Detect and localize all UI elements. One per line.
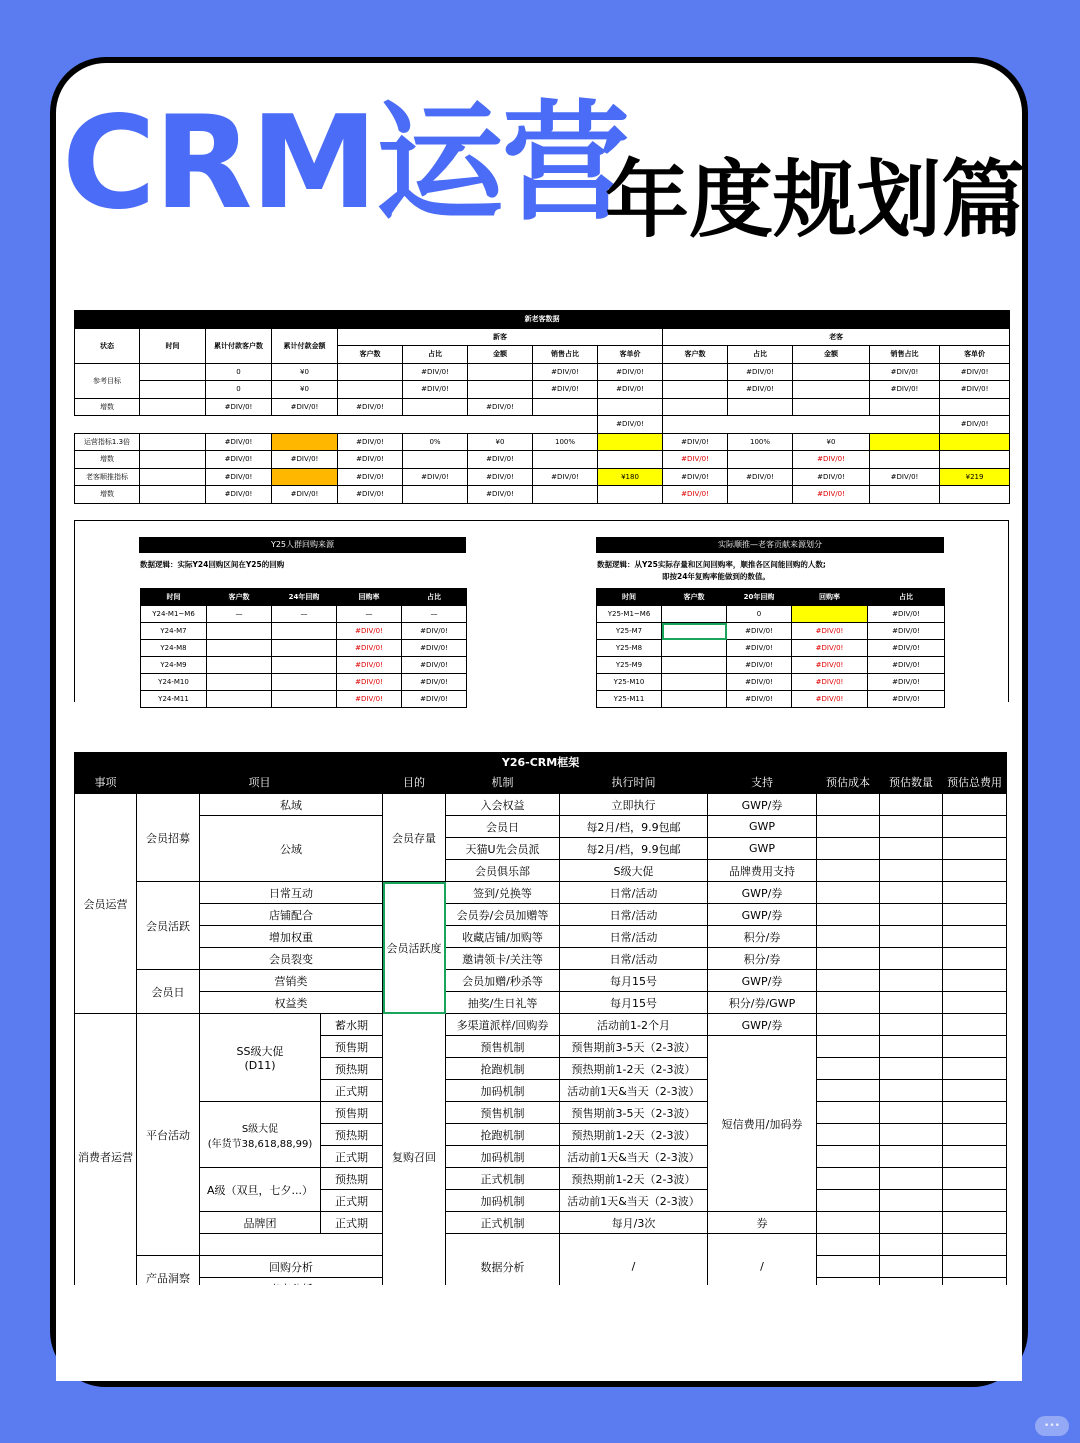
mechanism: 入会权益 <box>446 794 560 816</box>
item-label: 会员裂变 <box>200 948 383 970</box>
item-label: 权益类 <box>200 992 383 1014</box>
exec-time: 预热期前1-2天（2-3波） <box>560 1168 708 1190</box>
col-header: 占比 <box>868 589 945 606</box>
cell: 0 <box>206 363 272 381</box>
cell: #DIV/0! <box>663 486 728 504</box>
main-title: CRM运营 <box>62 89 628 238</box>
project-label: 会员招募 <box>137 794 200 882</box>
cell: — <box>207 606 272 623</box>
col-header: 目的 <box>383 771 446 794</box>
sub-col: 客户数 <box>338 346 403 364</box>
cell: 0 <box>206 381 272 399</box>
col-new: 新客 <box>338 328 663 346</box>
cell: #DIV/0! <box>792 691 868 708</box>
exec-time: 日常/活动 <box>560 904 708 926</box>
cell: #DIV/0! <box>940 381 1010 399</box>
item-label: A级（双旦，七夕...） <box>200 1168 321 1212</box>
cell: #DIV/0! <box>272 398 338 416</box>
support: GWP/券 <box>708 970 817 992</box>
cell: #DIV/0! <box>793 486 870 504</box>
exec-time: 活动前1天&当天（2-3波） <box>560 1146 708 1168</box>
cell: #DIV/0! <box>940 416 1010 434</box>
cell: #DIV/0! <box>403 363 468 381</box>
col-old: 老客 <box>663 328 1010 346</box>
col-header: 24年回购 <box>272 589 337 606</box>
support: GWP/券 <box>708 1014 817 1036</box>
cell: #DIV/0! <box>598 381 663 399</box>
exec-time: S级大促 <box>560 860 708 882</box>
cell: #DIV/0! <box>793 451 870 469</box>
cell: #DIV/0! <box>870 363 940 381</box>
cell: #DIV/0! <box>792 640 868 657</box>
cell: #DIV/0! <box>402 623 467 640</box>
item-label: 公域 <box>200 816 383 882</box>
cell: #DIV/0! <box>663 468 728 486</box>
mechanism: 数据分析 <box>446 1234 560 1300</box>
cell: #DIV/0! <box>206 451 272 469</box>
cell: #DIV/0! <box>337 623 402 640</box>
sub-col: 客单价 <box>598 346 663 364</box>
cell: #DIV/0! <box>403 381 468 399</box>
cell: 100% <box>728 433 793 451</box>
cell: #DIV/0! <box>402 691 467 708</box>
col-header: 客户数 <box>662 589 727 606</box>
right-panel-logic-1: 数据逻辑：从Y25实际存量和区间回购率，顺推各区间能回购的人数; <box>597 560 826 569</box>
cell: #DIV/0! <box>663 451 728 469</box>
cell: ¥0 <box>468 433 533 451</box>
sub-col: 销售占比 <box>870 346 940 364</box>
sheet-title: 新老客数据 <box>75 311 1010 329</box>
col-header: 支持 <box>708 771 817 794</box>
cell: #DIV/0! <box>727 623 792 640</box>
cell: #DIV/0! <box>402 674 467 691</box>
support: 积分/券/GWP <box>708 992 817 1014</box>
support: 品牌费用支持 <box>708 860 817 882</box>
cell: ¥0 <box>272 381 338 399</box>
support: GWP <box>708 838 817 860</box>
project-label: 平台活动 <box>137 1014 200 1256</box>
col-cum-amount: 累计付款金额 <box>272 328 338 363</box>
support: 积分/券 <box>708 926 817 948</box>
col-header: 回购率 <box>792 589 868 606</box>
item-label: SS级大促 (D11) <box>200 1014 321 1102</box>
exec-time: 预热期前1-2天（2-3波） <box>560 1124 708 1146</box>
mechanism: 正式机制 <box>446 1168 560 1190</box>
right-panel-title: 实际顺推—老客贡献来源划分 <box>596 537 944 553</box>
cell: #DIV/0! <box>337 640 402 657</box>
col-header: 时间 <box>597 589 662 606</box>
cell: 100% <box>533 433 598 451</box>
row-time: Y25-M1~M6 <box>597 606 662 623</box>
row-label: 增数 <box>75 486 140 504</box>
card-bottom-space <box>56 1285 1022 1381</box>
cell: #DIV/0! <box>598 363 663 381</box>
support: 积分/券 <box>708 948 817 970</box>
mechanism: 会员加赠/秒杀等 <box>446 970 560 992</box>
cell: ¥0 <box>272 363 338 381</box>
exec-time: 每月/3次 <box>560 1212 708 1234</box>
col-header: 事项 <box>75 771 137 794</box>
phase-label: 预售期 <box>321 1102 383 1124</box>
cell: #DIV/0! <box>338 486 403 504</box>
crm-framework-table <box>74 752 1007 1300</box>
cell: — <box>272 606 337 623</box>
mechanism: 抢跑机制 <box>446 1124 560 1146</box>
cell: #DIV/0! <box>727 657 792 674</box>
support: GWP/券 <box>708 904 817 926</box>
mechanism: 会员日 <box>446 816 560 838</box>
row-time: Y24-M7 <box>141 623 207 640</box>
cell: #DIV/0! <box>868 623 945 640</box>
row-time: Y24-M10 <box>141 674 207 691</box>
cell: #DIV/0! <box>337 657 402 674</box>
cell: #DIV/0! <box>728 381 793 399</box>
mechanism: 预售机制 <box>446 1036 560 1058</box>
row-label: 老客顺推指标 <box>75 468 140 486</box>
left-repurchase-table <box>140 588 467 708</box>
mechanism: 天猫U先会员派 <box>446 838 560 860</box>
row-time: Y24-M9 <box>141 657 207 674</box>
cell: #DIV/0! <box>868 606 945 623</box>
cell: #DIV/0! <box>870 468 940 486</box>
col-header: 预估成本 <box>817 771 880 794</box>
mechanism: 加码机制 <box>446 1146 560 1168</box>
cell: #DIV/0! <box>727 640 792 657</box>
col-header: 20年回购 <box>727 589 792 606</box>
support: GWP <box>708 816 817 838</box>
cell: #DIV/0! <box>272 451 338 469</box>
row-time: Y25-M7 <box>597 623 662 640</box>
support: 券 <box>708 1212 817 1234</box>
exec-time: 立即执行 <box>560 794 708 816</box>
cell: #DIV/0! <box>868 640 945 657</box>
mechanism: 加码机制 <box>446 1080 560 1102</box>
mechanism: 预售机制 <box>446 1102 560 1124</box>
cell: #DIV/0! <box>206 398 272 416</box>
mechanism: 正式机制 <box>446 1212 560 1234</box>
sub-col: 客单价 <box>940 346 1010 364</box>
left-panel-logic: 数据逻辑：实际Y24回购区间在Y25的回购 <box>140 560 285 569</box>
exec-time: 日常/活动 <box>560 926 708 948</box>
right-panel-logic-2: 即按24年复购率能做到的数值。 <box>662 572 770 581</box>
row-label: 运营指标1.3倍 <box>75 433 140 451</box>
support: 短信费用/加码券 <box>708 1036 817 1212</box>
row-label: 参考目标 <box>75 363 140 398</box>
highlight-cell <box>870 433 940 451</box>
cell: — <box>402 606 467 623</box>
cell: #DIV/0! <box>793 468 870 486</box>
exec-time: 每2月/档，9.9包邮 <box>560 816 708 838</box>
exec-time: 活动前1天&当天（2-3波） <box>560 1190 708 1212</box>
sub-title: 年度规划篇 <box>605 151 1026 249</box>
highlight-cell: ¥180 <box>598 468 663 486</box>
exec-time: 每月15号 <box>560 992 708 1014</box>
cell: #DIV/0! <box>272 486 338 504</box>
col-header: 机制 <box>446 771 560 794</box>
exec-time: 日常/活动 <box>560 882 708 904</box>
phase-label: 正式期 <box>321 1146 383 1168</box>
cell: ¥0 <box>793 433 870 451</box>
cell: #DIV/0! <box>727 674 792 691</box>
cell: #DIV/0! <box>598 416 663 434</box>
sub-col: 金额 <box>468 346 533 364</box>
row-time: Y24-M8 <box>141 640 207 657</box>
mechanism: 邀请领卡/关注等 <box>446 948 560 970</box>
sub-col: 客户数 <box>663 346 728 364</box>
col-header: 占比 <box>402 589 467 606</box>
new-old-customer-table <box>74 310 1010 504</box>
cell: #DIV/0! <box>533 381 598 399</box>
cell: #DIV/0! <box>338 398 403 416</box>
project-label: 会员日 <box>137 970 200 1014</box>
phase-label: 预售期 <box>321 1036 383 1058</box>
cell: #DIV/0! <box>663 433 728 451</box>
item-label: S级大促 (年货节38,618,88,99) <box>200 1102 321 1168</box>
cell: #DIV/0! <box>792 674 868 691</box>
highlight-cell: ¥219 <box>940 468 1010 486</box>
mechanism: 签到/兑换等 <box>446 882 560 904</box>
mechanism: 收藏店铺/加购等 <box>446 926 560 948</box>
row-time: Y24-M1~M6 <box>141 606 207 623</box>
cell: #DIV/0! <box>403 468 468 486</box>
sub-col: 占比 <box>403 346 468 364</box>
cell: #DIV/0! <box>468 486 533 504</box>
highlight-cell <box>940 433 1010 451</box>
col-header: 执行时间 <box>560 771 708 794</box>
phase-label: 预热期 <box>321 1168 383 1190</box>
col-time: 时间 <box>140 328 206 363</box>
mechanism: 抽奖/生日礼等 <box>446 992 560 1014</box>
cell: #DIV/0! <box>870 381 940 399</box>
col-header: 预估数量 <box>880 771 943 794</box>
col-header: 预估总费用 <box>943 771 1007 794</box>
exec-time: / <box>560 1234 708 1300</box>
sub-col: 占比 <box>728 346 793 364</box>
item-label: 私域 <box>200 794 383 816</box>
row-label: 增数 <box>75 451 140 469</box>
exec-time: 每2月/档，9.9包邮 <box>560 838 708 860</box>
sub-col: 销售占比 <box>533 346 598 364</box>
exec-time: 活动前1天&当天（2-3波） <box>560 1080 708 1102</box>
cell: #DIV/0! <box>940 363 1010 381</box>
exec-time: 日常/活动 <box>560 948 708 970</box>
col-header: 时间 <box>141 589 207 606</box>
right-repurchase-table <box>596 588 945 708</box>
cell: #DIV/0! <box>727 691 792 708</box>
phase-label: 正式期 <box>321 1212 383 1234</box>
project-label: 产品洞察 <box>137 1256 200 1300</box>
phase-label: 正式期 <box>321 1190 383 1212</box>
purpose-label[interactable]: 会员活跃度 <box>383 882 446 1014</box>
cell: #DIV/0! <box>533 363 598 381</box>
cell: #DIV/0! <box>468 398 533 416</box>
highlight-cell <box>272 468 338 486</box>
cell: #DIV/0! <box>338 468 403 486</box>
highlight-cell <box>272 433 338 451</box>
mechanism: 抢跑机制 <box>446 1058 560 1080</box>
mechanism: 加码机制 <box>446 1190 560 1212</box>
phase-label: 预热期 <box>321 1058 383 1080</box>
cell: #DIV/0! <box>338 451 403 469</box>
phase-label: 蓄水期 <box>321 1014 383 1036</box>
col-header: 客户数 <box>207 589 272 606</box>
highlight-cell <box>598 433 663 451</box>
mechanism: 会员俱乐部 <box>446 860 560 882</box>
item-label: 品牌团 <box>200 1212 321 1234</box>
cell: #DIV/0! <box>206 468 272 486</box>
cell: #DIV/0! <box>533 468 598 486</box>
phase-label: 预热期 <box>321 1124 383 1146</box>
cell: #DIV/0! <box>792 623 868 640</box>
watermark-badge: ••• <box>1035 1416 1069 1436</box>
row-time: Y25-M10 <box>597 674 662 691</box>
cell: #DIV/0! <box>206 433 272 451</box>
exec-time: 预热期前1-2天（2-3波） <box>560 1058 708 1080</box>
col-header: 回购率 <box>337 589 402 606</box>
cell: 0 <box>727 606 792 623</box>
item-label: 日常互动 <box>200 882 383 904</box>
cell: #DIV/0! <box>468 468 533 486</box>
framework-title: Y26-CRM框架 <box>75 753 1007 771</box>
support: GWP/券 <box>708 882 817 904</box>
cell: — <box>337 606 402 623</box>
support: / <box>708 1234 817 1300</box>
exec-time: 每月15号 <box>560 970 708 992</box>
purpose-label: 复购召回 <box>383 1014 446 1300</box>
row-time: Y25-M9 <box>597 657 662 674</box>
selected-cell[interactable] <box>662 623 727 640</box>
purpose-label: 会员存量 <box>383 794 446 882</box>
cell: #DIV/0! <box>337 674 402 691</box>
item-label: 回购分析 <box>200 1256 383 1278</box>
cell: #DIV/0! <box>728 468 793 486</box>
cell: #DIV/0! <box>402 657 467 674</box>
item-label: 增加权重 <box>200 926 383 948</box>
col-header: 项目 <box>137 771 383 794</box>
cell: #DIV/0! <box>792 657 868 674</box>
mechanism: 多渠道派样/回购券 <box>446 1014 560 1036</box>
cell: #DIV/0! <box>868 657 945 674</box>
col-status: 状态 <box>75 328 140 363</box>
cell: #DIV/0! <box>206 486 272 504</box>
group-label: 会员运营 <box>75 794 137 1014</box>
item-label: 店铺配合 <box>200 904 383 926</box>
sub-col: 金额 <box>793 346 870 364</box>
phase-label: 正式期 <box>321 1080 383 1102</box>
cell: #DIV/0! <box>338 433 403 451</box>
row-label: 增数 <box>75 398 140 416</box>
support: GWP/券 <box>708 794 817 816</box>
col-cum-customers: 累计付款客户数 <box>206 328 272 363</box>
exec-time: 预售期前3-5天（2-3波） <box>560 1102 708 1124</box>
row-time: Y24-M11 <box>141 691 207 708</box>
left-panel-title: Y25人群回购来源 <box>139 537 466 553</box>
cell: 0% <box>403 433 468 451</box>
cell: #DIV/0! <box>402 640 467 657</box>
project-label: 会员活跃 <box>137 882 200 970</box>
cell: #DIV/0! <box>728 363 793 381</box>
row-time: Y25-M8 <box>597 640 662 657</box>
cell: #DIV/0! <box>468 451 533 469</box>
row-time: Y25-M11 <box>597 691 662 708</box>
exec-time: 预售期前3-5天（2-3波） <box>560 1036 708 1058</box>
cell: #DIV/0! <box>337 691 402 708</box>
mechanism: 会员券/会员加赠等 <box>446 904 560 926</box>
exec-time: 活动前1-2个月 <box>560 1014 708 1036</box>
highlight-cell <box>792 606 868 623</box>
group-label: 消费者运营 <box>75 1014 137 1300</box>
cell: #DIV/0! <box>868 674 945 691</box>
cell: #DIV/0! <box>868 691 945 708</box>
item-label: 营销类 <box>200 970 383 992</box>
